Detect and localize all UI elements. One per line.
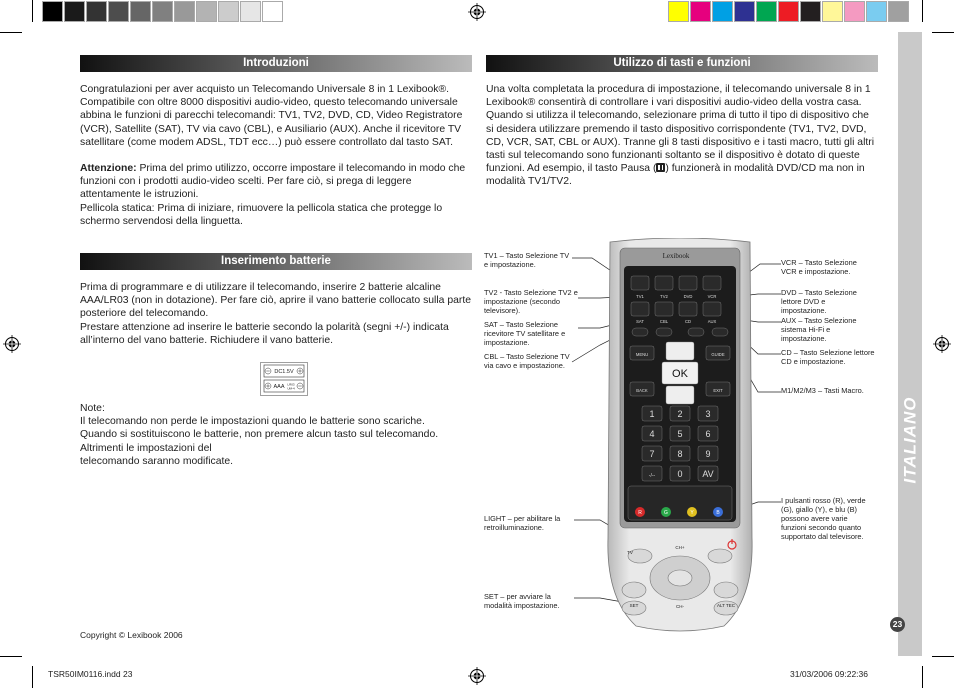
remote-small-key xyxy=(632,328,648,336)
remote-digit-label: AV xyxy=(702,469,714,479)
callout-dvd: DVD – Tasto Selezione lettore DVD e impostazione. xyxy=(781,288,857,315)
remote-ch-plus: CH+ xyxy=(675,545,685,550)
usage-header: Utilizzo di tasti e funzioni xyxy=(486,55,878,72)
battery-text-1: Prima di programmare e di utilizzare il telecomando, inserire 2 batterie alcaline AAA/LR03 (non in dotazione). Per fare ciò, aprire il vano batterie collocato sulla parte posteriore del telecomando. xyxy=(80,282,472,320)
battery-lr-label: LR03 xyxy=(287,382,295,387)
remote-device-label: TV1 xyxy=(636,294,644,299)
remote-digit-label: 5 xyxy=(677,429,683,439)
callout-cbl: CBL – Tasto Selezione TV via cavo e impostazione. xyxy=(484,352,570,370)
remote-alt-label: ALT TEC xyxy=(716,603,736,608)
remote-down-key xyxy=(666,386,694,404)
remote-device-key xyxy=(703,302,721,316)
note-line-2: Quando si sostituiscono le batterie, non premere alcun tasto sul telecomando. xyxy=(80,429,439,441)
battery-um-label: UM-4 xyxy=(287,386,295,391)
usage-text-b: ) funzionerà in modalità DVD/CD ma non in modalità TV1/TV2. xyxy=(486,163,865,188)
remote-device-key xyxy=(679,276,697,290)
remote-ok-label: OK xyxy=(672,368,688,380)
remote-device-label: SAT xyxy=(636,319,644,324)
callout-tv1: TV1 – Tasto Selezione TV e impostazione. xyxy=(484,251,570,269)
battery-text-2: Prestare attenzione ad inserire le batterie secondo la polarità (segni +/-) indicata all’interno del vano batterie. Richiudere il vano batterie. xyxy=(80,321,449,346)
remote-digit-label: 2 xyxy=(677,409,683,419)
remote-color-label: B xyxy=(716,510,720,516)
footer-file-name: TSR50IM0116.indd 23 xyxy=(48,669,133,679)
footer-timestamp: 31/03/2006 09:22:36 xyxy=(790,669,868,679)
remote-set-label: SET xyxy=(629,603,639,608)
remote-device-key xyxy=(631,302,649,316)
remote-digit-label: 7 xyxy=(649,449,655,459)
note-line-3: Altrimenti le impostazioni del xyxy=(80,442,212,454)
intro-text: Congratulazioni per aver acquisto un Telecomando Universale 8 in 1 Lexibook®. Compatibile con oltre 8000 dispositivi audio-video, questo telecomando universale abbina le funzioni di parecchi telecomandi: TV1, TV2, DVD, CD, Video Registratore (VCR), Satellite (SAT), TV via cavo (CBL), e Ausiliario (AUX). Anche il ricevitore TV satellitare (come modem ADSL, TDT ecc…) può essere controllato dal tasto SAT. xyxy=(80,84,463,148)
callout-set: SET – per avviare la modalità impostazione. xyxy=(484,592,560,610)
callout-light: LIGHT – per abilitare la retroilluminazione. xyxy=(484,514,561,532)
callout-sat: SAT – Tasto Selezione ricevitore TV satellitare e impostazione. xyxy=(484,320,566,347)
callout-tv2: TV2 - Tasto Selezione TV2 e impostazione (secondo televisore). xyxy=(484,288,578,315)
remote-light-label: TV xyxy=(627,550,633,555)
callout-aux: AUX – Tasto Selezione sistema Hi-Fi e impostazione. xyxy=(781,316,857,343)
remote-back-label: BACK xyxy=(636,388,648,393)
remote-digit-label: -/-- xyxy=(648,473,656,479)
language-label: ITALIANO xyxy=(900,396,920,484)
remote-small-key xyxy=(656,328,672,336)
page-number-badge: 23 xyxy=(890,617,905,632)
callout-color-keys: I pulsanti rosso (R), verde (G), giallo (Y), e blu (B) possono avere varie funzioni secondo quanto supportato dal televisore. xyxy=(781,496,866,541)
remote-exit-label: EXIT xyxy=(713,388,723,393)
battery-aaa-label: AAA xyxy=(273,384,285,390)
attention-text: Prima del primo utilizzo, occorre impostare il telecomando in modo che funzioni con i prodotti audio-video scelti. Per fare ciò, si prega di leggere attentamente le istruzioni. xyxy=(80,163,466,201)
remote-digit-label: 9 xyxy=(705,449,711,459)
remote-device-key xyxy=(679,302,697,316)
remote-control-illustration xyxy=(604,238,756,632)
remote-color-label: G xyxy=(664,510,668,516)
remote-color-label: R xyxy=(638,510,642,516)
note-title: Note: xyxy=(80,403,105,414)
usage-text-main: Una volta completata la procedura di impostazione, il telecomando universale 8 in 1 Lexibook® consentirà di controllare i vari dispositivi audio-video della vostra casa. Quando si utilizza il telecomando, selezionare prima di tutto il tipo di dispositivo che si desidera utilizzare premendo il tasto dispositivo corrispondente (TV1, TV2, DVD, CD, VCR, SAT, CBL or AUX). Tranne gli 8 tasti dispositivo e i tasti macro, tutti gli altri tasti sul telecomando sono funzionanti soltanto se il dispositivo è dotato di queste funzioni. Ad esempio, xyxy=(486,84,875,175)
remote-device-label: AUX xyxy=(707,319,717,324)
remote-brand: Lexibook xyxy=(662,252,690,260)
remote-digit-label: 6 xyxy=(705,429,711,439)
usage-text-a: il tasto Pausa ( xyxy=(587,163,657,175)
battery-header: Inserimento batterie xyxy=(80,253,472,270)
remote-color-label: Y xyxy=(690,510,694,516)
attention-label: Attenzione: xyxy=(80,163,137,175)
remote-device-key xyxy=(655,276,673,290)
remote-device-label: TV2 xyxy=(660,294,668,299)
remote-device-label: DVD xyxy=(683,294,693,299)
note-line-4: telecomando saranno modificate. xyxy=(80,455,234,467)
remote-small-key xyxy=(688,328,704,336)
remote-digit-label: 0 xyxy=(677,469,683,479)
remote-guide-label: GUIDE xyxy=(711,352,725,357)
remote-device-key xyxy=(703,276,721,290)
callout-cd: CD – Tasto Selezione lettore CD e impostazione. xyxy=(781,348,875,366)
film-text: Pellicola statica: Prima di iniziare, rimuovere la pellicola statica che protegge lo schermo servendosi della linguetta. xyxy=(80,202,443,227)
remote-device-label: CBL xyxy=(659,319,669,324)
callout-macro: M1/M2/M3 – Tasti Macro. xyxy=(781,386,864,395)
callout-vcr: VCR – Tasto Selezione VCR e impostazione. xyxy=(781,258,857,276)
remote-device-key xyxy=(631,276,649,290)
remote-device-key xyxy=(655,302,673,316)
note-line-1: Il telecomando non perde le impostazioni quando le batterie sono scariche. xyxy=(80,416,425,428)
remote-device-label: CD xyxy=(684,319,692,324)
remote-menu-label: MENU xyxy=(635,352,649,357)
copyright: Copyright © Lexibook 2006 xyxy=(80,630,183,640)
remote-up-key xyxy=(666,342,694,360)
remote-digit-label: 1 xyxy=(649,409,655,419)
battery-dc-label: DC1.5V xyxy=(274,369,294,375)
remote-digit-label: 3 xyxy=(705,409,711,419)
remote-digit-label: 4 xyxy=(649,429,655,439)
remote-device-label: VCR xyxy=(707,294,717,299)
intro-header: Introduzioni xyxy=(80,55,472,72)
remote-ch-minus: CH- xyxy=(676,604,684,609)
remote-small-key xyxy=(712,328,728,336)
remote-digit-label: 8 xyxy=(677,449,683,459)
